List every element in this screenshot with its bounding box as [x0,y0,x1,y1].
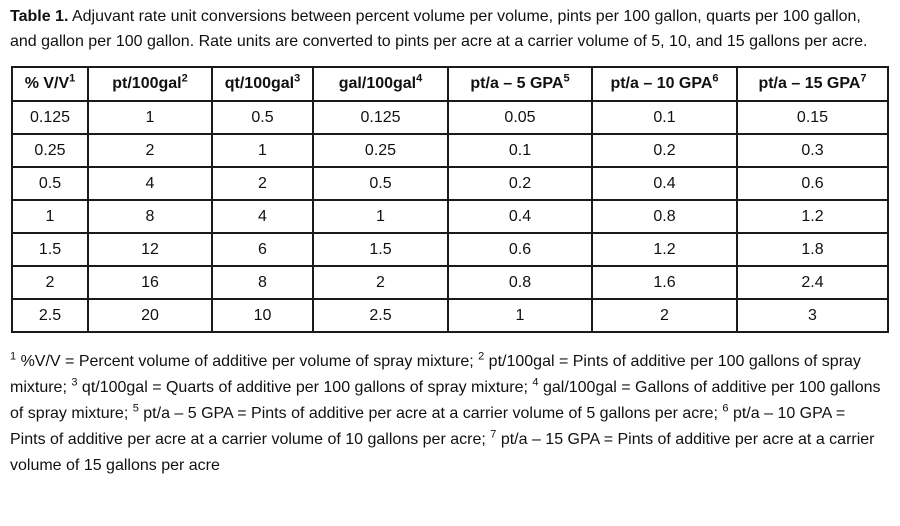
column-header [12,67,88,101]
footnote-marker: 6 [722,402,729,415]
column-header-footnote-marker: 4 [416,72,423,85]
footnote-marker: 2 [478,350,485,363]
table-caption [10,4,888,54]
footnote-marker: 5 [132,402,139,415]
table-cell: 0.2 [448,167,592,200]
column-header-footnote-marker: 3 [294,72,301,85]
table-cell: 6 [212,233,313,266]
table-cell: 1.5 [313,233,448,266]
table-row [12,299,888,332]
table-cell: 2.4 [737,266,888,299]
table-cell: 1.2 [592,233,737,266]
table-cell: 0.5 [313,167,448,200]
footnote-text: pt/a – 10 GPA = Pints of additive per acre at a carrier volume of 10 gallons per acre; [10,405,846,448]
table-cell: 1.8 [737,233,888,266]
table-cell: 20 [88,299,212,332]
table-cell: 1.6 [592,266,737,299]
footnote-marker: 7 [490,428,497,441]
footnote-marker: 4 [532,376,539,389]
table-cell: 0.4 [592,167,737,200]
column-header [212,67,313,101]
table-cell: 2 [88,134,212,167]
table-cell: 0.8 [448,266,592,299]
table-row [12,167,888,200]
table-cell: 2 [12,266,88,299]
table-cell: 0.125 [12,101,88,134]
table-body [12,101,888,332]
table-cell: 2.5 [313,299,448,332]
footnote-text: pt/a – 5 GPA = Pints of additive per acre at a carrier volume of 5 gallons per acre; [138,405,723,422]
column-header-footnote-marker: 5 [563,72,570,85]
column-header-label: pt/a – 15 GPA [758,75,861,92]
footnote-text: pt/a – 15 GPA = Pints of additive per acre at a carrier volume of 15 gallons per acre [10,431,875,474]
table-cell: 2 [313,266,448,299]
column-header-label: pt/a – 10 GPA [610,75,713,92]
footnote-text: pt/100gal = Pints of additive per 100 gallons of spray mixture; [10,353,861,396]
column-header [737,67,888,101]
table-cell: 0.5 [212,101,313,134]
column-header-label: % V/V [24,75,70,92]
footnote-marker: 3 [71,376,78,389]
column-header-footnote-marker: 7 [860,72,867,85]
column-header-label: pt/100gal [112,75,182,92]
footnote-text: gal/100gal = Gallons of additive per 100 gallons of spray mixture; [10,379,881,422]
table-cell: 0.8 [592,200,737,233]
footnote-text: qt/100gal = Quarts of additive per 100 gallons of spray mixture; [77,379,533,396]
table-row [12,266,888,299]
table-cell: 8 [88,200,212,233]
table-cell: 0.1 [448,134,592,167]
table-cell: 1 [12,200,88,233]
table-cell: 0.15 [737,101,888,134]
caption-text: Adjuvant rate unit conversions between percent volume per volume, pints per 100 gallon, quarts per 100 gallon, and gallon per 100 gallon. Rate units are converted to pints per acre at a carrier volume of 5, 10, and 15 gallons per acre. [10,8,868,50]
table-cell: 0.25 [12,134,88,167]
footnote-marker: 1 [10,350,17,363]
column-header-label: gal/100gal [338,75,417,92]
caption-lead: Table 1. [10,8,69,25]
column-header-label: pt/a – 5 GPA [470,75,564,92]
table-cell: 0.125 [313,101,448,134]
table-cell: 1.2 [737,200,888,233]
column-header-footnote-marker: 2 [181,72,188,85]
column-header-footnote-marker: 6 [712,72,719,85]
table-cell: 0.6 [448,233,592,266]
table-cell: 1 [313,200,448,233]
table-cell: 0.05 [448,101,592,134]
table-row [12,134,888,167]
column-header [592,67,737,101]
table-cell: 4 [88,167,212,200]
table-cell: 0.3 [737,134,888,167]
table-cell: 2 [592,299,737,332]
footnote-text: %V/V = Percent volume of additive per volume of spray mixture; [16,353,479,370]
table-row [12,200,888,233]
table-cell: 12 [88,233,212,266]
table-cell: 0.5 [12,167,88,200]
footnotes [10,349,888,479]
table-cell: 2 [212,167,313,200]
table-cell: 1 [448,299,592,332]
table-cell: 0.4 [448,200,592,233]
table-cell: 10 [212,299,313,332]
column-header-label: qt/100gal [224,75,295,92]
table-row [12,101,888,134]
table-cell: 0.1 [592,101,737,134]
table-cell: 16 [88,266,212,299]
table-cell: 1 [212,134,313,167]
table-row [12,233,888,266]
table-header-row [12,67,888,101]
table-cell: 4 [212,200,313,233]
table-cell: 0.2 [592,134,737,167]
table-cell: 0.6 [737,167,888,200]
column-header-footnote-marker: 1 [69,72,76,85]
table-cell: 0.25 [313,134,448,167]
table-cell: 3 [737,299,888,332]
column-header [313,67,448,101]
column-header [88,67,212,101]
column-header [448,67,592,101]
table-cell: 8 [212,266,313,299]
table-cell: 1.5 [12,233,88,266]
table-cell: 1 [88,101,212,134]
conversion-table [11,66,889,333]
table-cell: 2.5 [12,299,88,332]
